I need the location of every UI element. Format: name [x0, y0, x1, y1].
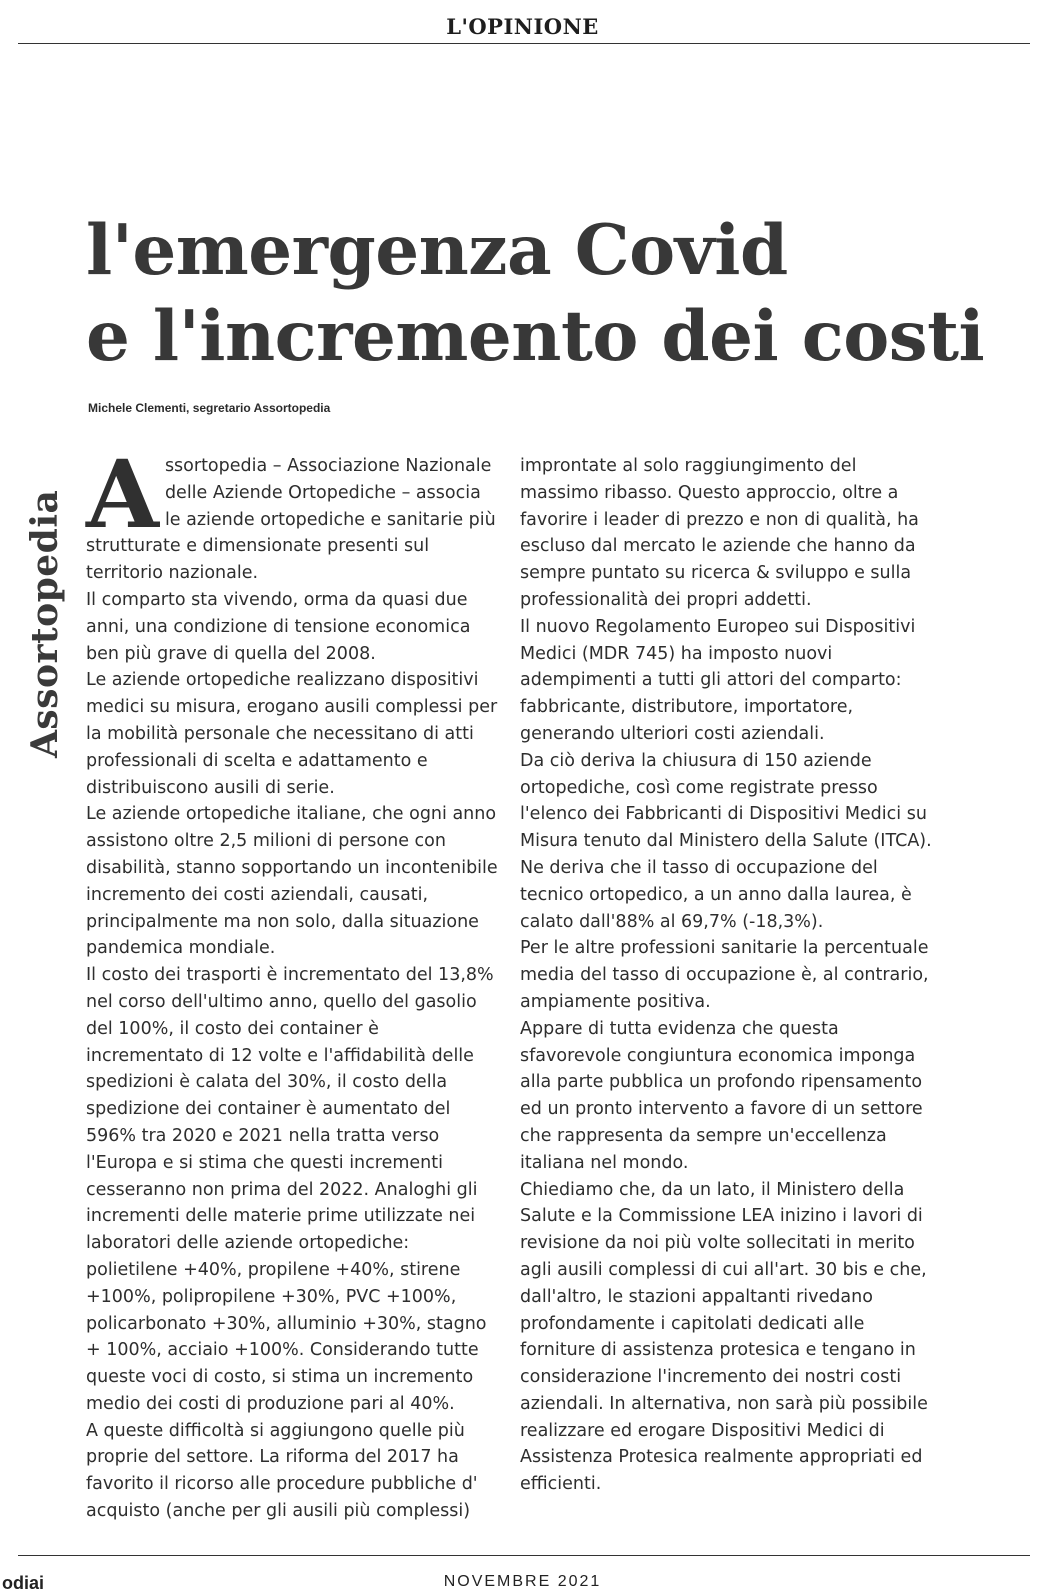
- paragraph: improntate al solo raggiungimento del massimo ribasso. Questo approccio, oltre a favorire i leader di prezzo e non di qualità, ha escluso dal mercato le aziende che hanno da sempre puntato su ricerca & sviluppo e sulla professionalità dei propri addetti.: [520, 456, 919, 610]
- paragraph: [86, 440, 501, 587]
- section-label: L'OPINIONE: [446, 14, 599, 39]
- paragraph: Chiediamo che, da un lato, il Ministero della Salute e la Commissione LEA inizino i lavori di revisione da noi più volte sollecitati in merito agli ausili complessi di cui all'art. 30 bis e che, dall'altro, le stazioni appaltanti rivedano profondamente i capitolati dedicati alle forniture di assistenza protesica e tengano in considerazione l'incremento dei nostri costi aziendali. In alternativa, non sarà più possibile realizzare ed erogare Dispositivi Medici di Assistenza Protesica realmente appropriati ed efficienti.: [520, 1179, 928, 1495]
- headline-line-2: e l'incremento dei costi: [86, 296, 985, 377]
- paragraph: Il comparto sta vivendo, orma da quasi due anni, una condizione di tensione economica ben più grave di quella del 2008.: [86, 589, 471, 664]
- paragraph-text: ssortopedia – Associazione Nazionale delle Aziende Ortopediche – associa le aziende ortopediche e sanitarie più strutturate e dimensionate presenti sul territorio nazionale.: [86, 456, 496, 584]
- headline: [86, 208, 1006, 380]
- left-column: [86, 440, 501, 1525]
- footer-date: NOVEMBRE 2021: [443, 1573, 602, 1590]
- top-divider: [18, 43, 1030, 44]
- headline-line-1: l'emergenza Covid: [86, 210, 788, 291]
- paragraph: Le aziende ortopediche italiane, che ogni anno assistono oltre 2,5 milioni di persone con disabilità, stanno sopportando un incontenibile incremento dei costi aziendali, causati, principalmente ma non solo, dalla situazione pandemica mondiale.: [86, 804, 498, 959]
- bottom-divider: [18, 1555, 1030, 1556]
- paragraph: A queste difficoltà si aggiungono quelle più proprie del settore. La riforma del 2017 ha favorito il ricorso alle procedure pubbliche d' acquisto (anche per gli ausili più complessi): [86, 1420, 478, 1522]
- paragraph: Appare di tutta evidenza che questa sfavorevole congiuntura economica imponga alla parte pubblica un profondo ripensamento ed un pronto intervento a favore di un settore che rappresenta da sempre un'eccellenza italiana nel mondo.: [520, 1018, 923, 1173]
- paragraph: Il nuovo Regolamento Europeo sui Dispositivi Medici (MDR 745) ha imposto nuovi adempimenti a tutti gli attori del comparto: fabbricante, distributore, importatore, generando ulteriori costi aziendali.: [520, 616, 916, 744]
- byline: Michele Clementi, segretario Assortopedia: [88, 401, 331, 415]
- drop-cap: A: [86, 440, 159, 550]
- paragraph: Per le altre professioni sanitarie la percentuale media del tasso di occupazione è, al contrario, ampiamente positiva.: [520, 938, 929, 1012]
- footer-brand-fragment: odiai: [2, 1573, 45, 1593]
- paragraph: Da ciò deriva la chiusura di 150 aziende ortopediche, così come registrate presso l'elenco dei Fabbricanti di Dispositivi Medici su Misura tenuto dal Ministero della Salute (ITCA). Ne deriva che il tasso di occupazione del tecnico ortopedico, a un anno dalla laurea, è calato dall'88% al 69,7% (-18,3%).: [520, 750, 932, 932]
- vertical-side-label: Assortopedia: [24, 489, 66, 758]
- paragraph: Le aziende ortopediche realizzano dispositivi medici su misura, erogano ausili complessi per la mobilità personale che necessitano di atti professionali di scelta e adattamento e distribuiscono ausili di serie.: [86, 670, 498, 798]
- paragraph: Il costo dei trasporti è incrementato del 13,8% nel corso dell'ultimo anno, quello del gasolio del 100%, il costo dei container è incrementato di 12 volte e l'affidabilità delle spedizioni è calata del 30%, il costo della spedizione dei container è aumentato del 596% tra 2020 e 2021 nella tratta verso l'Europa e si stima che questi incrementi cesseranno non prima del 2022. Analoghi gli incrementi delle materie prime utilizzate nei laboratori delle aziende ortopediche: polietilene +40%, propilene +40%, stirene +100%, polipropilene +30%, PVC +100%, policarbonato +30%, alluminio +30%, stagno + 100%, acciaio +100%. Considerando tutte queste voci di costo, si stima un incremento medio dei costi di produzione pari al 40%.: [86, 965, 494, 1414]
- right-column: [520, 453, 940, 1498]
